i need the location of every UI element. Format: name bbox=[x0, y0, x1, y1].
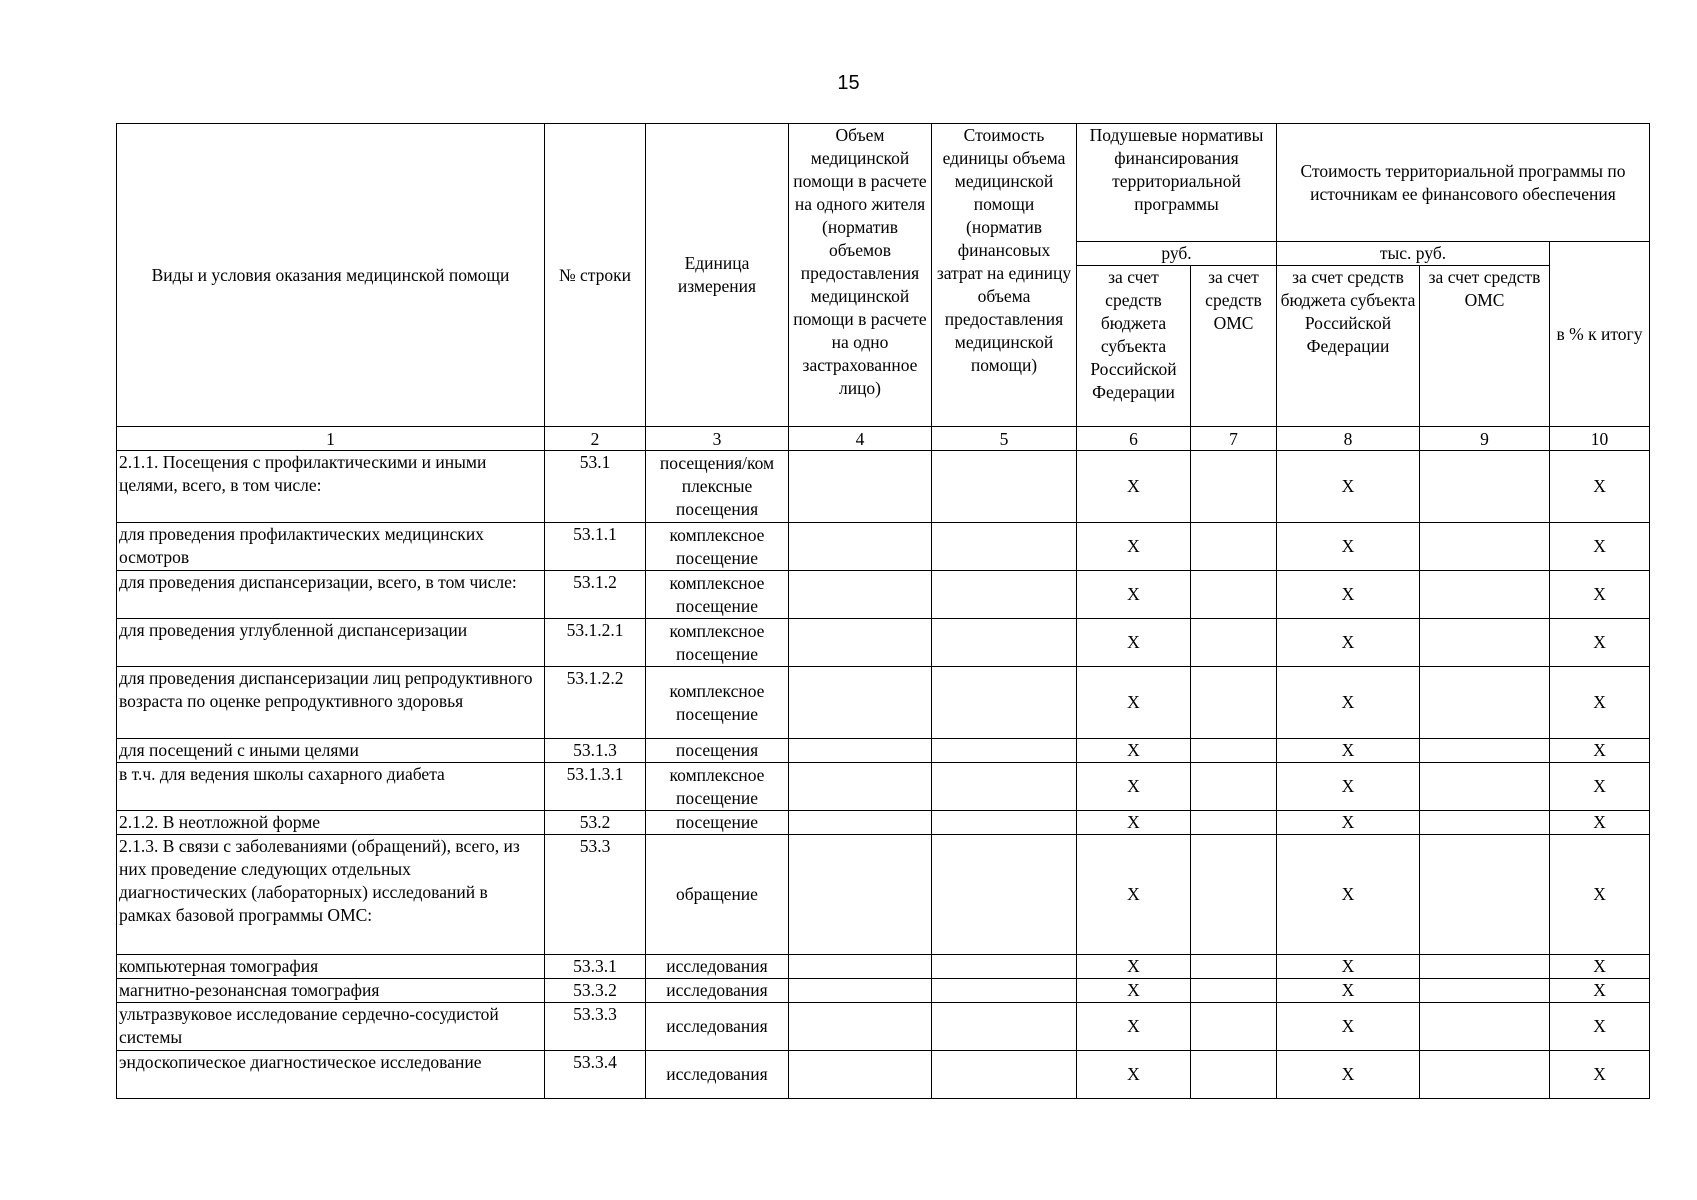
oms-thousand-cell bbox=[1420, 811, 1550, 835]
oms-rub-cell bbox=[1191, 739, 1277, 763]
volume-cell bbox=[789, 1051, 932, 1099]
budget-rub-cell: X bbox=[1077, 619, 1191, 667]
row-unit: посещение bbox=[646, 811, 789, 835]
column-number: 10 bbox=[1550, 427, 1650, 451]
row-code: 53.1 bbox=[545, 451, 646, 523]
unit-cost-cell bbox=[932, 1003, 1077, 1051]
header-unit-rub: руб. bbox=[1077, 242, 1277, 266]
oms-rub-cell bbox=[1191, 955, 1277, 979]
row-code: 53.3.2 bbox=[545, 979, 646, 1003]
row-name: 2.1.1. Посещения с профилактическими и иными целями, всего, в том числе: bbox=[117, 451, 545, 523]
budget-rub-cell: X bbox=[1077, 835, 1191, 955]
budget-rub-cell: X bbox=[1077, 739, 1191, 763]
table-row bbox=[117, 667, 1650, 739]
oms-thousand-cell bbox=[1420, 1003, 1550, 1051]
row-name: компьютерная томография bbox=[117, 955, 545, 979]
unit-cost-cell bbox=[932, 667, 1077, 739]
row-name: 2.1.3. В связи с заболеваниями (обращений), всего, из них проведение следующих отдельных диагностических (лабораторных) исследований в рамках базовой программы ОМС: bbox=[117, 835, 545, 955]
header-budget-rub: за счет средств бюджета субъекта Российской Федерации bbox=[1077, 266, 1191, 427]
row-name: 2.1.2. В неотложной форме bbox=[117, 811, 545, 835]
budget-rub-cell: X bbox=[1077, 811, 1191, 835]
row-unit: комплексное посещение bbox=[646, 763, 789, 811]
budget-rub-cell: X bbox=[1077, 523, 1191, 571]
row-unit: комплексное посещение bbox=[646, 523, 789, 571]
column-number: 1 bbox=[117, 427, 545, 451]
percent-cell: X bbox=[1550, 451, 1650, 523]
percent-cell: X bbox=[1550, 667, 1650, 739]
row-unit: исследования bbox=[646, 955, 789, 979]
row-name: для проведения углубленной диспансеризации bbox=[117, 619, 545, 667]
oms-rub-cell bbox=[1191, 571, 1277, 619]
volume-cell bbox=[789, 619, 932, 667]
oms-thousand-cell bbox=[1420, 451, 1550, 523]
budget-thousand-cell: X bbox=[1277, 955, 1420, 979]
budget-thousand-cell: X bbox=[1277, 763, 1420, 811]
column-number: 5 bbox=[932, 427, 1077, 451]
percent-cell: X bbox=[1550, 523, 1650, 571]
unit-cost-cell bbox=[932, 619, 1077, 667]
oms-thousand-cell bbox=[1420, 571, 1550, 619]
row-code: 53.1.1 bbox=[545, 523, 646, 571]
oms-rub-cell bbox=[1191, 667, 1277, 739]
row-name: эндоскопическое диагностическое исследование bbox=[117, 1051, 545, 1099]
row-unit: исследования bbox=[646, 979, 789, 1003]
row-unit: обращение bbox=[646, 835, 789, 955]
header-unit: Единица измерения bbox=[646, 124, 789, 427]
volume-cell bbox=[789, 571, 932, 619]
table-row bbox=[117, 571, 1650, 619]
table-row bbox=[117, 763, 1650, 811]
row-unit: исследования bbox=[646, 1051, 789, 1099]
unit-cost-cell bbox=[932, 571, 1077, 619]
oms-rub-cell bbox=[1191, 835, 1277, 955]
percent-cell: X bbox=[1550, 763, 1650, 811]
budget-thousand-cell: X bbox=[1277, 835, 1420, 955]
table-row bbox=[117, 835, 1650, 955]
budget-rub-cell: X bbox=[1077, 451, 1191, 523]
budget-thousand-cell: X bbox=[1277, 451, 1420, 523]
header-budget-thousand-rub: за счет средств бюджета субъекта Российской Федерации bbox=[1277, 266, 1420, 427]
row-code: 53.3.3 bbox=[545, 1003, 646, 1051]
budget-rub-cell: X bbox=[1077, 1051, 1191, 1099]
percent-cell: X bbox=[1550, 1051, 1650, 1099]
budget-rub-cell: X bbox=[1077, 979, 1191, 1003]
row-name: для посещений с иными целями bbox=[117, 739, 545, 763]
table-row bbox=[117, 739, 1650, 763]
column-number: 2 bbox=[545, 427, 646, 451]
oms-rub-cell bbox=[1191, 763, 1277, 811]
table-row bbox=[117, 1051, 1650, 1099]
volume-cell bbox=[789, 955, 932, 979]
unit-cost-cell bbox=[932, 763, 1077, 811]
row-code: 53.2 bbox=[545, 811, 646, 835]
percent-cell: X bbox=[1550, 955, 1650, 979]
oms-rub-cell bbox=[1191, 523, 1277, 571]
table-row bbox=[117, 811, 1650, 835]
header-unit-cost: Стоимость единицы объема медицинской помощи (норматив финансовых затрат на единицу объема предоставления медицинской помощи) bbox=[932, 124, 1077, 427]
row-code: 53.3.1 bbox=[545, 955, 646, 979]
percent-cell: X bbox=[1550, 571, 1650, 619]
percent-cell: X bbox=[1550, 739, 1650, 763]
volume-cell bbox=[789, 667, 932, 739]
header-per-capita-group: Подушевые нормативы финансирования территориальной программы bbox=[1077, 124, 1277, 242]
row-code: 53.1.2.2 bbox=[545, 667, 646, 739]
oms-rub-cell bbox=[1191, 979, 1277, 1003]
budget-thousand-cell: X bbox=[1277, 811, 1420, 835]
budget-thousand-cell: X bbox=[1277, 739, 1420, 763]
percent-cell: X bbox=[1550, 1003, 1650, 1051]
oms-thousand-cell bbox=[1420, 739, 1550, 763]
row-name: магнитно-резонансная томография bbox=[117, 979, 545, 1003]
budget-rub-cell: X bbox=[1077, 667, 1191, 739]
unit-cost-cell bbox=[932, 955, 1077, 979]
oms-thousand-cell bbox=[1420, 979, 1550, 1003]
unit-cost-cell bbox=[932, 835, 1077, 955]
unit-cost-cell bbox=[932, 1051, 1077, 1099]
budget-thousand-cell: X bbox=[1277, 1051, 1420, 1099]
page-number: 15 bbox=[837, 72, 860, 94]
volume-cell bbox=[789, 835, 932, 955]
column-number: 3 bbox=[646, 427, 789, 451]
row-unit: исследования bbox=[646, 1003, 789, 1051]
column-number: 4 bbox=[789, 427, 932, 451]
table-row bbox=[117, 1003, 1650, 1051]
oms-thousand-cell bbox=[1420, 619, 1550, 667]
row-name: для проведения диспансеризации лиц репродуктивного возраста по оценке репродуктивного здоровья bbox=[117, 667, 545, 739]
table-row bbox=[117, 979, 1650, 1003]
row-name: ультразвуковое исследование сердечно-сосудистой системы bbox=[117, 1003, 545, 1051]
column-number: 7 bbox=[1191, 427, 1277, 451]
table-row bbox=[117, 523, 1650, 571]
header-care-types: Виды и условия оказания медицинской помощи bbox=[117, 124, 545, 427]
budget-thousand-cell: X bbox=[1277, 1003, 1420, 1051]
header-unit-thousand-rub: тыс. руб. bbox=[1277, 242, 1550, 266]
column-number: 6 bbox=[1077, 427, 1191, 451]
unit-cost-cell bbox=[932, 811, 1077, 835]
row-unit: посещения bbox=[646, 739, 789, 763]
oms-rub-cell bbox=[1191, 619, 1277, 667]
header-row-number: № строки bbox=[545, 124, 646, 427]
row-code: 53.1.2.1 bbox=[545, 619, 646, 667]
percent-cell: X bbox=[1550, 811, 1650, 835]
volume-cell bbox=[789, 1003, 932, 1051]
percent-cell: X bbox=[1550, 979, 1650, 1003]
budget-rub-cell: X bbox=[1077, 1003, 1191, 1051]
row-name: для проведения профилактических медицинских осмотров bbox=[117, 523, 545, 571]
volume-cell bbox=[789, 979, 932, 1003]
budget-rub-cell: X bbox=[1077, 955, 1191, 979]
oms-rub-cell bbox=[1191, 1003, 1277, 1051]
budget-thousand-cell: X bbox=[1277, 667, 1420, 739]
row-code: 53.1.3.1 bbox=[545, 763, 646, 811]
row-code: 53.1.3 bbox=[545, 739, 646, 763]
volume-cell bbox=[789, 811, 932, 835]
header-oms-thousand-rub: за счет средств ОМС bbox=[1420, 266, 1550, 427]
table-row bbox=[117, 451, 1650, 523]
budget-rub-cell: X bbox=[1077, 571, 1191, 619]
unit-cost-cell bbox=[932, 451, 1077, 523]
unit-cost-cell bbox=[932, 523, 1077, 571]
oms-thousand-cell bbox=[1420, 835, 1550, 955]
oms-rub-cell bbox=[1191, 811, 1277, 835]
unit-cost-cell bbox=[932, 739, 1077, 763]
row-unit: комплексное посещение bbox=[646, 619, 789, 667]
budget-thousand-cell: X bbox=[1277, 979, 1420, 1003]
oms-thousand-cell bbox=[1420, 955, 1550, 979]
percent-cell: X bbox=[1550, 835, 1650, 955]
row-unit: комплексное посещение bbox=[646, 571, 789, 619]
row-name: для проведения диспансеризации, всего, в том числе: bbox=[117, 571, 545, 619]
percent-cell: X bbox=[1550, 619, 1650, 667]
oms-thousand-cell bbox=[1420, 763, 1550, 811]
column-number: 8 bbox=[1277, 427, 1420, 451]
oms-rub-cell bbox=[1191, 451, 1277, 523]
header-program-cost-group: Стоимость территориальной программы по источникам ее финансового обеспечения bbox=[1277, 124, 1650, 242]
row-name: в т.ч. для ведения школы сахарного диабета bbox=[117, 763, 545, 811]
row-code: 53.3 bbox=[545, 835, 646, 955]
volume-cell bbox=[789, 763, 932, 811]
medical-care-table bbox=[116, 123, 1650, 1099]
oms-thousand-cell bbox=[1420, 523, 1550, 571]
row-code: 53.1.2 bbox=[545, 571, 646, 619]
table-row bbox=[117, 619, 1650, 667]
oms-thousand-cell bbox=[1420, 1051, 1550, 1099]
header-percent-of-total: в % к итогу bbox=[1550, 242, 1650, 427]
table-row bbox=[117, 955, 1650, 979]
row-unit: посещения/ком плексные посещения bbox=[646, 451, 789, 523]
row-unit: комплексное посещение bbox=[646, 667, 789, 739]
oms-rub-cell bbox=[1191, 1051, 1277, 1099]
column-number: 9 bbox=[1420, 427, 1550, 451]
volume-cell bbox=[789, 739, 932, 763]
header-oms-rub: за счет средств ОМС bbox=[1191, 266, 1277, 427]
budget-thousand-cell: X bbox=[1277, 619, 1420, 667]
oms-thousand-cell bbox=[1420, 667, 1550, 739]
row-code: 53.3.4 bbox=[545, 1051, 646, 1099]
volume-cell bbox=[789, 451, 932, 523]
budget-thousand-cell: X bbox=[1277, 571, 1420, 619]
budget-thousand-cell: X bbox=[1277, 523, 1420, 571]
header-volume: Объем медицинской помощи в расчете на одного жителя (норматив объемов предоставления медицинской помощи в расчете на одно застрахованное лицо) bbox=[789, 124, 932, 427]
unit-cost-cell bbox=[932, 979, 1077, 1003]
budget-rub-cell: X bbox=[1077, 763, 1191, 811]
volume-cell bbox=[789, 523, 932, 571]
